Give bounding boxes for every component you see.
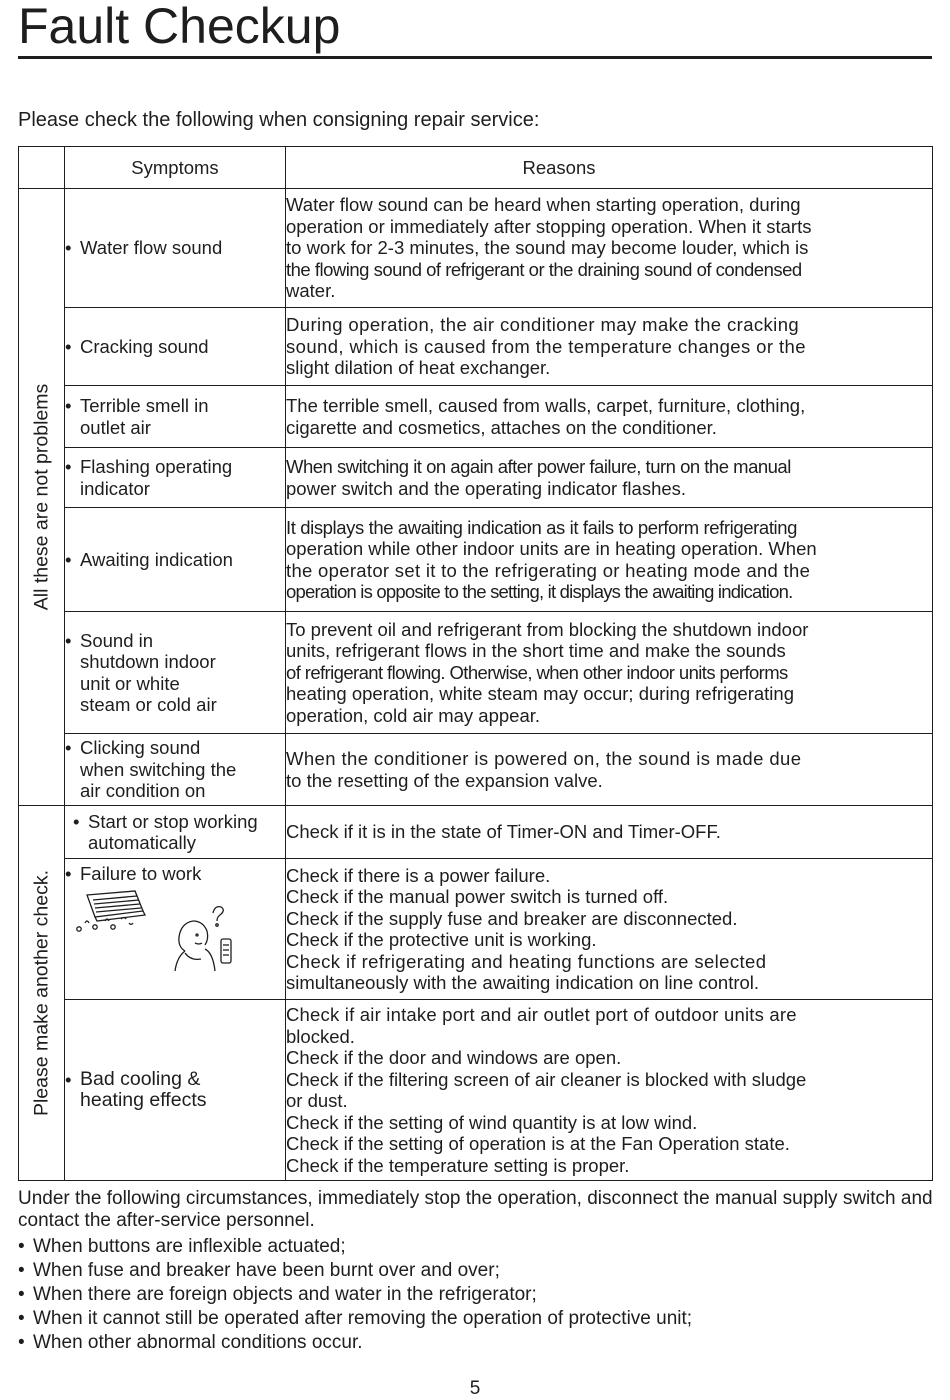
symptom-line: Water flow sound [80, 237, 223, 259]
symptom-cell [65, 612, 286, 734]
symptom-line: Failure to work [80, 863, 202, 884]
bullet-icon: • [65, 335, 72, 357]
group-label-not-problems: All these are not problems [29, 383, 52, 611]
header-symptoms: Symptoms [65, 147, 286, 189]
list-item-text: When buttons are inflexible actuated; [33, 1236, 346, 1257]
reason-line: or dust. [286, 1090, 348, 1111]
group-label-another-check: Please make another check. [29, 869, 52, 1117]
reason-line: simultaneously with the awaiting indication on line control. [286, 972, 760, 993]
bullet-icon: • [65, 863, 72, 884]
reason-line: power switch and the operating indicator flashes. [286, 477, 687, 499]
reason-line: Water flow sound can be heard when starting operation, during [286, 194, 801, 216]
table-row [19, 806, 933, 859]
list-item-text: When other abnormal conditions occur. [33, 1332, 363, 1353]
reason-cell [286, 859, 933, 1000]
symptom-cell [65, 806, 286, 859]
list-item [18, 1259, 938, 1283]
reason-line: Check if the protective unit is working. [286, 929, 597, 950]
reason-cell [286, 806, 933, 859]
table-header-row [19, 147, 933, 189]
symptom-cell [65, 734, 286, 806]
table-row [19, 386, 933, 448]
reason-line: sound, which is caused from the temperature changes or the [286, 335, 806, 357]
reason-line: cigarette and cosmetics, attaches on the conditioner. [286, 416, 717, 438]
symptom-cell [65, 448, 286, 508]
symptom-line: Flashing operating [80, 456, 233, 477]
symptom-cell [65, 308, 286, 386]
reason-cell [286, 448, 933, 508]
bullet-icon: • [65, 395, 72, 416]
footer-section [18, 1188, 938, 1355]
footer-bullet-list [18, 1235, 938, 1355]
bullet-icon: • [18, 1308, 25, 1329]
reason-line: of refrigerant flowing. Otherwise, when other indoor units performs [286, 661, 788, 683]
reason-line: Check if the manual power switch is turned off. [286, 886, 669, 907]
reason-line: When switching it on again after power failure, turn on the manual [286, 456, 791, 477]
bullet-icon: • [18, 1260, 25, 1281]
reason-line: Check if the setting of wind quantity is at low wind. [286, 1111, 698, 1133]
symptom-line: steam or cold air [80, 694, 217, 715]
symptom-cell [65, 189, 286, 308]
symptom-line: Terrible smell in [80, 395, 209, 416]
symptom-line: Start or stop working [88, 810, 258, 832]
bullet-icon: • [65, 737, 72, 759]
symptom-cell [65, 386, 286, 448]
reason-line: operation is opposite to the setting, it displays the awaiting indication. [286, 581, 793, 602]
reason-line: water. [286, 280, 336, 302]
header-reasons: Reasons [286, 147, 933, 189]
reason-line: Check if the filtering screen of air cleaner is blocked with sludge [286, 1068, 807, 1090]
bullet-icon: • [18, 1284, 25, 1305]
group-not-problems [19, 189, 65, 806]
page-number: 5 [469, 1378, 481, 1399]
bullet-icon: • [65, 1068, 72, 1090]
page-title: Fault Checkup [18, 0, 341, 54]
table-row [19, 1000, 933, 1181]
reason-line: Check if the supply fuse and breaker are disconnected. [286, 907, 738, 929]
table-row [19, 308, 933, 386]
list-item-text: When there are foreign objects and water in the refrigerator; [33, 1284, 537, 1305]
reason-line: During operation, the air conditioner may make the cracking [286, 314, 800, 336]
table-row [19, 189, 933, 308]
symptom-line: indicator [80, 477, 150, 499]
reason-line: Check if the door and windows are open. [286, 1047, 622, 1068]
reason-cell [286, 189, 933, 308]
reason-cell [286, 734, 933, 806]
reason-line: Check if air intake port and air outlet port of outdoor units are [286, 1004, 797, 1025]
symptom-line: shutdown indoor [80, 651, 216, 672]
reason-line: Check if it is in the state of Timer-ON and Timer-OFF. [286, 821, 721, 843]
reason-line: The terrible smell, caused from walls, carpet, furniture, clothing, [286, 395, 806, 416]
reason-line: Check if the setting of operation is at the Fan Operation state. [286, 1133, 790, 1154]
symptom-cell [65, 1000, 286, 1181]
bullet-icon: • [65, 237, 72, 259]
table-row [19, 448, 933, 508]
symptom-line: automatically [88, 832, 196, 853]
symptom-line: Bad cooling & [80, 1067, 201, 1090]
group-another-check [19, 806, 65, 1181]
header-blank-cell [19, 147, 65, 189]
bullet-icon: • [18, 1332, 25, 1353]
reason-line: heating operation, white steam may occur; during refrigerating [286, 683, 794, 705]
symptom-line: outlet air [80, 416, 151, 438]
reason-line: blocked. [286, 1025, 355, 1047]
list-item [18, 1307, 938, 1331]
reason-line: Check if the temperature setting is proper. [286, 1154, 630, 1176]
reason-cell [286, 308, 933, 386]
reason-line: To prevent oil and refrigerant from blocking the shutdown indoor [286, 618, 809, 640]
reason-line: the operator set it to the refrigerating or heating mode and the [286, 559, 811, 581]
table-row [19, 734, 933, 806]
reason-cell [286, 508, 933, 612]
reason-line: operation while other indoor units are in heating operation. When [286, 538, 817, 559]
aircon-person-icon [65, 887, 245, 973]
reason-line: units, refrigerant flows in the short time and make the sounds [286, 640, 786, 662]
fault-table [18, 146, 933, 1181]
title-rule [18, 56, 932, 59]
failure-illustration [65, 887, 285, 973]
list-item [18, 1331, 938, 1355]
reason-cell [286, 386, 933, 448]
reason-line: slight dilation of heat exchanger. [286, 357, 551, 379]
list-item-text: When it cannot still be operated after removing the operation of protective unit; [33, 1308, 693, 1329]
bullet-icon: • [73, 810, 80, 832]
symptom-line: heating effects [80, 1089, 207, 1111]
reason-line: Check if refrigerating and heating functions are selected [286, 950, 767, 972]
symptom-line: Cracking sound [80, 335, 209, 357]
reason-line: operation, cold air may appear. [286, 704, 541, 726]
footer-paragraph: Under the following circumstances, immediately stop the operation, disconnect the manual supply switch and contact the after-service personnel. [18, 1188, 933, 1231]
symptom-line: when switching the [80, 758, 237, 780]
intro-text: Please check the following when consigning repair service: [18, 109, 540, 131]
symptom-cell [65, 859, 286, 1000]
reason-line: operation or immediately after stopping operation. When it starts [286, 215, 812, 237]
bullet-icon: • [65, 456, 72, 477]
reason-line: to the resetting of the expansion valve. [286, 769, 603, 791]
reason-cell [286, 612, 933, 734]
reason-line: It displays the awaiting indication as it fails to perform refrigerating [286, 516, 798, 538]
symptom-line: Sound in [80, 629, 154, 651]
list-item [18, 1235, 938, 1259]
symptom-line: unit or white [80, 672, 180, 694]
list-item-text: When fuse and breaker have been burnt over and over; [33, 1260, 500, 1281]
symptom-line: air condition on [80, 780, 206, 802]
reason-cell [286, 1000, 933, 1181]
reason-line: to work for 2-3 minutes, the sound may become louder, which is [286, 237, 809, 259]
table-row [19, 859, 933, 1000]
list-item [18, 1283, 938, 1307]
symptom-cell [65, 508, 286, 612]
table-row [19, 612, 933, 734]
symptom-line: Clicking sound [80, 737, 201, 759]
bullet-icon: • [18, 1236, 25, 1257]
bullet-icon: • [65, 548, 72, 570]
bullet-icon: • [65, 629, 72, 651]
symptom-line: Awaiting indication [80, 548, 233, 570]
reason-line: the flowing sound of refrigerant or the draining sound of condensed [286, 258, 802, 280]
reason-line: Check if there is a power failure. [286, 864, 551, 886]
table-row [19, 508, 933, 612]
reason-line: When the conditioner is powered on, the sound is made due [286, 748, 802, 769]
